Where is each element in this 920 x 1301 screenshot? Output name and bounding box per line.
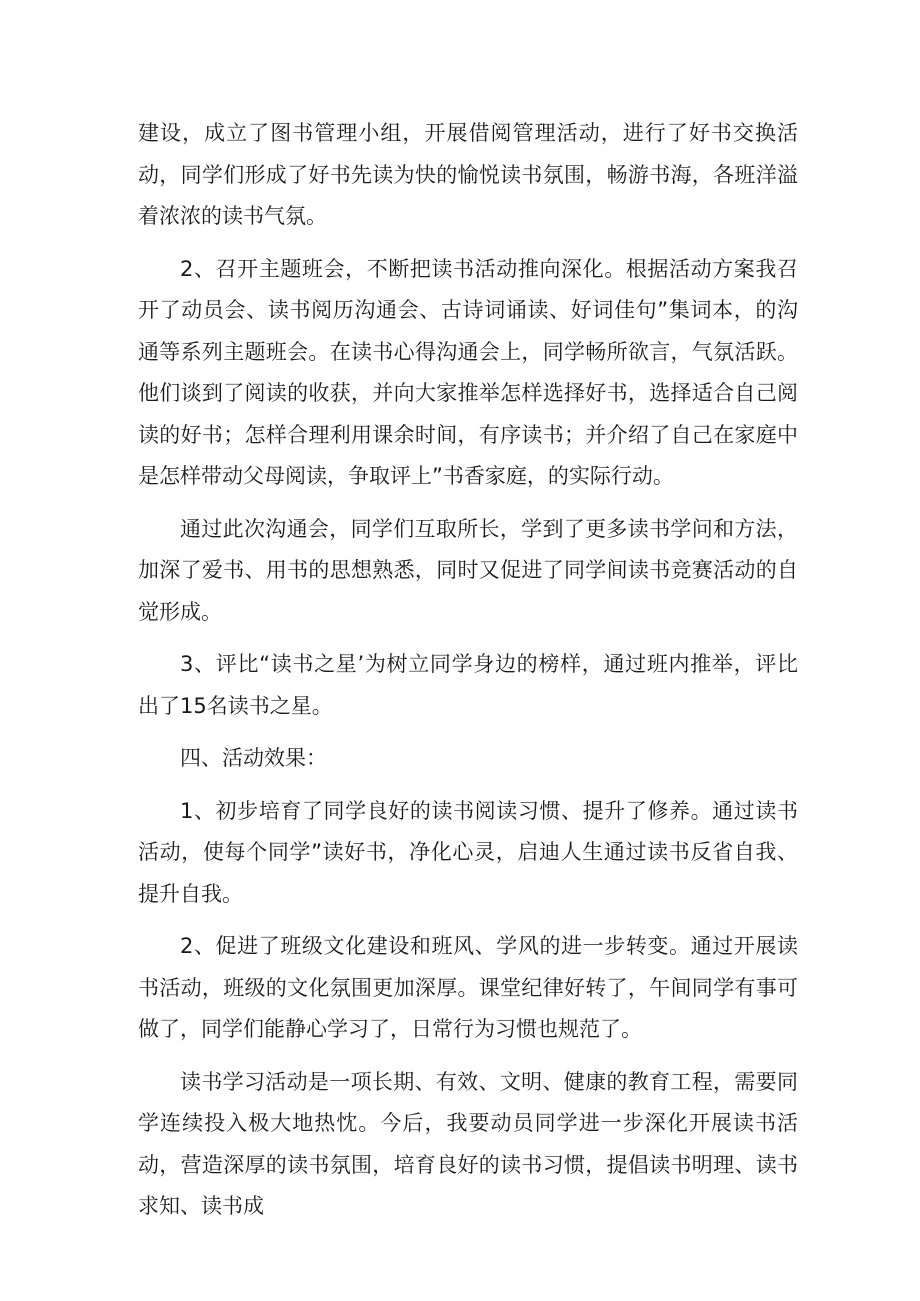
paragraph-2: 2、召开主题班会，不断把读书活动推向深化。根据活动方案我召开了动员会、读书阅历沟通会、古诗词诵读、好词佳句”集词本，的沟通等系列主题班会。在读书心得沟通会上，同学畅所欲言，气氛活跃。他们谈到了阅读的收获，并向大家推举怎样选择好书，选择适合自己阅读的好书；怎样合理利用课余时间，有序读书；并介绍了自己在家庭中是怎样带动父母阅读，争取评上”书香家庭，的实际行动。 — [138, 256, 798, 488]
document-body — [138, 113, 798, 1239]
paragraph-6: 2、促进了班级文化建设和班风、学风的进一步转变。通过开展读书活动，班级的文化氛围更加深厚。课堂纪律好转了，午间同学有事可做了，同学们能静心学习了，日常行为习惯也规范了。 — [138, 934, 798, 1041]
paragraph-1: 建设，成立了图书管理小组，开展借阅管理活动，进行了好书交换活动，同学们形成了好书先读为快的愉悦读书氛围，畅游书海，各班洋溢着浓浓的读书气氛。 — [138, 121, 798, 228]
paragraph-3: 通过此次沟通会，同学们互取所长，学到了更多读书学问和方法，加深了爱书、用书的思想熟悉，同时又促进了同学间读书竞赛活动的自觉形成。 — [138, 516, 798, 624]
paragraph-5: 1、初步培育了同学良好的读书阅读习惯、提升了修养。通过读书活动，使每个同学”读好书，净化心灵，启迪人生通过读书反省自我、提升自我。 — [138, 798, 798, 906]
section-heading-activity-effects: 四、活动效果： — [180, 746, 327, 770]
paragraph-7: 读书学习活动是一项长期、有效、文明、健康的教育工程，需要同学连续投入极大地热忱。今后，我要动员同学进一步深化开展读书活动，营造深厚的读书氛围，培育良好的读书习惯，提倡读书明理、读书求知、读书成 — [138, 1069, 798, 1218]
paragraph-4: 3、评比“读书之星’为树立同学身边的榜样，通过班内推举，评比出了15名读书之星。 — [138, 652, 798, 718]
